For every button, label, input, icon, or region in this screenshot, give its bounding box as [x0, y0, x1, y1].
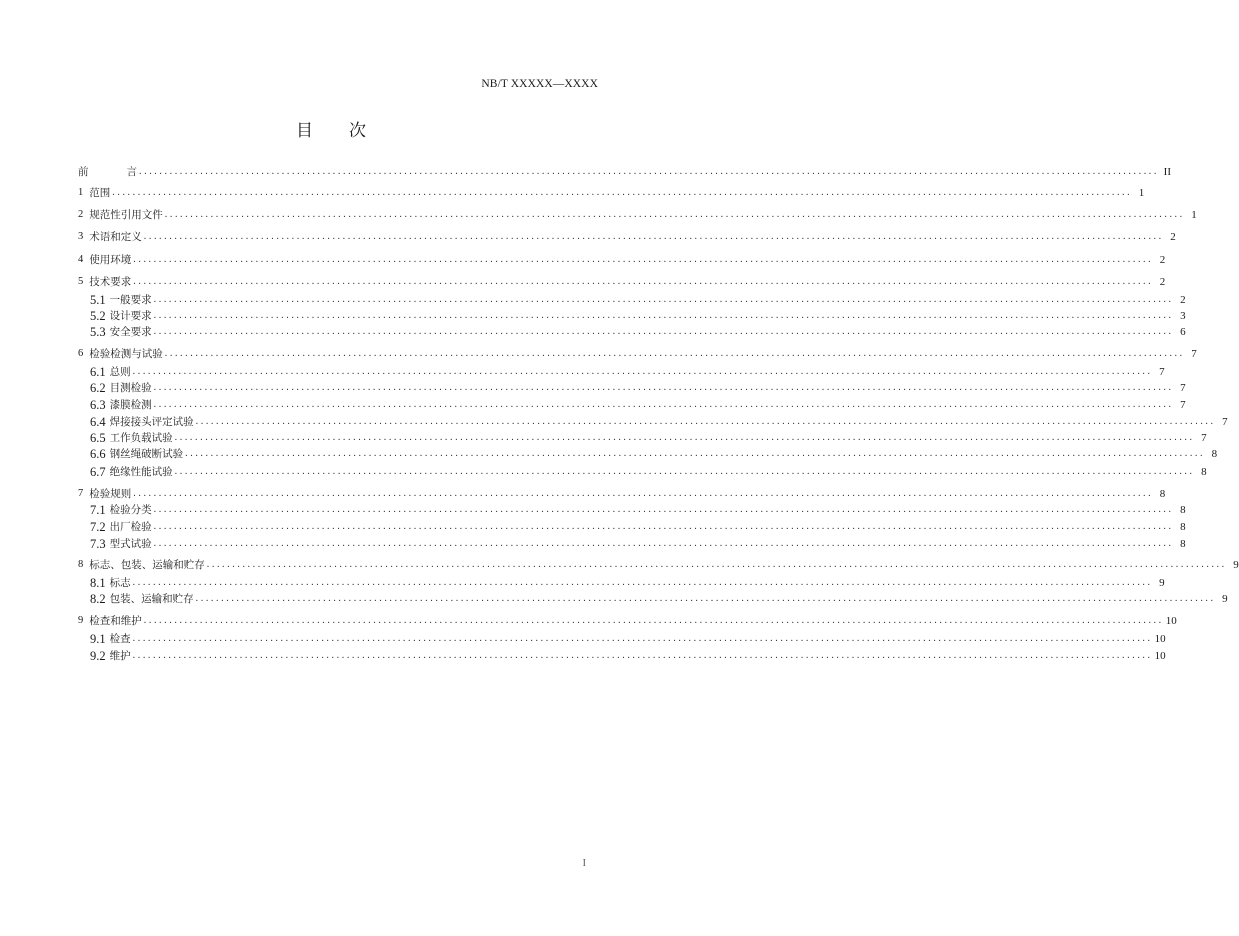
toc-entry-page: 8 — [1180, 521, 1186, 533]
toc-entry-number: 2 — [78, 209, 84, 220]
toc-entry-number: 6.6 — [90, 447, 106, 461]
toc-leader-dots: ........................................................................................................................................................................................................ — [185, 448, 1206, 459]
toc-entry-page: 1 — [1191, 209, 1197, 221]
toc-entry-label: 型式试验 — [109, 538, 152, 550]
toc-leader-dots: ........................................................................................................................................................................................................ — [153, 521, 1174, 532]
toc-entry-number: 7.2 — [90, 520, 106, 534]
toc-entry-label: 焊接接头评定试验 — [109, 416, 194, 428]
toc-entry-label: 标志 — [109, 577, 131, 589]
toc-entry-label: 检验分类 — [109, 504, 152, 516]
toc-leader-dots: ........................................................................................................................................................................................................ — [164, 348, 1185, 359]
toc-entry-page: 2 — [1180, 294, 1186, 306]
toc-entry-page: 7 — [1222, 416, 1228, 428]
toc-entry-label: 规范性引用文件 — [89, 209, 163, 221]
toc-entry-number: 1 — [78, 187, 84, 198]
toc-entry[interactable] — [90, 415, 1228, 429]
toc-entry[interactable] — [78, 186, 1145, 200]
toc-entry-page: 9 — [1159, 577, 1165, 589]
toc-entry-page: 7 — [1201, 432, 1207, 444]
toc-entry-page: 2 — [1159, 276, 1166, 288]
toc-entry-number: 6.7 — [90, 465, 106, 479]
toc-leader-dots: ........................................................................................................................................................................................................ — [139, 166, 1159, 177]
toc-entry[interactable] — [78, 253, 1166, 267]
toc-entry-page: 8 — [1180, 504, 1186, 516]
toc-entry-page: 7 — [1191, 348, 1197, 360]
toc-entry[interactable] — [78, 614, 1177, 628]
toc-entry-label: 术语和定义 — [89, 231, 142, 243]
toc-leader-dots: ........................................................................................................................................................................................................ — [195, 416, 1216, 427]
toc-entry-page: 3 — [1180, 310, 1186, 322]
toc-leader-dots: ........................................................................................................................................................................................................ — [132, 650, 1153, 661]
toc-entry[interactable] — [90, 632, 1166, 646]
toc-entry-number: 8 — [78, 559, 84, 570]
toc-entry-label: 前 言 — [78, 166, 137, 178]
toc-entry-number: 5 — [78, 276, 84, 287]
toc-entry-page: 8 — [1211, 448, 1218, 460]
toc-entry[interactable] — [90, 649, 1166, 663]
toc-entry-page: 10 — [1154, 633, 1166, 645]
toc-entry-number: 5.3 — [90, 325, 106, 339]
toc-leader-dots: ........................................................................................................................................................................................................ — [153, 504, 1174, 515]
toc-entry[interactable] — [78, 230, 1176, 244]
standard-code: NB/T XXXXX—XXXX — [481, 78, 598, 90]
toc-leader-dots: ........................................................................................................................................................................................................ — [132, 366, 1153, 377]
toc-entry[interactable] — [78, 347, 1197, 361]
toc-entry-label: 钢丝绳破断试验 — [109, 448, 184, 460]
toc-entry[interactable] — [78, 487, 1166, 501]
toc-entry-page: II — [1163, 166, 1171, 178]
toc-entry-page: 6 — [1180, 326, 1186, 338]
toc-entry-page: 10 — [1154, 650, 1166, 662]
toc-entry-number: 6.4 — [90, 415, 106, 429]
toc-entry[interactable] — [90, 447, 1218, 461]
toc-leader-dots: ........................................................................................................................................................................................................ — [143, 231, 1164, 242]
toc-entry-page: 7 — [1180, 399, 1186, 411]
toc-entry-page: 9 — [1222, 593, 1228, 605]
toc-entry[interactable] — [90, 325, 1186, 339]
toc-entry-page: 7 — [1159, 366, 1165, 378]
toc-leader-dots: ........................................................................................................................................................................................................ — [153, 326, 1174, 337]
toc-entry-number: 7.1 — [90, 503, 106, 517]
toc-entry[interactable] — [90, 293, 1186, 307]
toc-entry-number: 9.2 — [90, 649, 106, 663]
toc-entry[interactable] — [90, 520, 1186, 534]
toc-leader-dots: ........................................................................................................................................................................................................ — [133, 276, 1154, 287]
toc-entry[interactable] — [90, 592, 1228, 606]
toc-leader-dots: ........................................................................................................................................................................................................ — [164, 209, 1185, 220]
toc-entry-label: 安全要求 — [109, 326, 152, 338]
toc-leader-dots: ........................................................................................................................................................................................................ — [206, 559, 1227, 570]
toc-entry[interactable] — [90, 381, 1186, 395]
toc-entry-label: 目测检验 — [109, 382, 152, 394]
toc-entry-foreword[interactable] — [78, 165, 1171, 179]
toc-leader-dots: ........................................................................................................................................................................................................ — [174, 466, 1195, 477]
toc-leader-dots: ........................................................................................................................................................................................................ — [195, 593, 1216, 604]
toc-entry[interactable] — [78, 208, 1197, 222]
toc-entry-number: 6.1 — [90, 365, 106, 379]
toc-entry-label: 出厂检验 — [109, 521, 152, 533]
toc-entry-number: 8.1 — [90, 576, 106, 590]
toc-entry-page: 10 — [1165, 615, 1177, 627]
toc-leader-dots: ........................................................................................................................................................................................................ — [133, 488, 1154, 499]
toc-leader-dots: ........................................................................................................................................................................................................ — [133, 254, 1154, 265]
toc-entry-number: 6.2 — [90, 381, 106, 395]
toc-entry-label: 范围 — [89, 187, 111, 199]
toc-leader-dots: ........................................................................................................................................................................................................ — [174, 432, 1195, 443]
toc-entry-label: 工作负载试验 — [109, 432, 173, 444]
toc-entry[interactable] — [90, 503, 1186, 517]
toc-entry-page: 8 — [1159, 488, 1166, 500]
toc-entry-number: 6.5 — [90, 431, 106, 445]
toc-leader-dots: ........................................................................................................................................................................................................ — [153, 310, 1174, 321]
title-char-1: 目 — [296, 121, 313, 141]
toc-entry-number: 5.2 — [90, 309, 106, 323]
toc-entry-label: 维护 — [109, 650, 131, 662]
page-title — [0, 116, 662, 141]
toc-leader-dots: ........................................................................................................................................................................................................ — [132, 577, 1153, 588]
toc-entry-number: 6 — [78, 348, 84, 359]
toc-entry-number: 7 — [78, 488, 84, 499]
toc-entry-number: 9.1 — [90, 632, 106, 646]
toc-entry-number: 8.2 — [90, 592, 106, 606]
toc-entry-label: 一般要求 — [109, 294, 152, 306]
toc-entry[interactable] — [90, 431, 1207, 445]
toc-entry-page: 7 — [1180, 382, 1186, 394]
toc-entry-number: 9 — [78, 615, 84, 626]
toc-entry[interactable] — [78, 558, 1239, 572]
toc-entry-label: 检验规则 — [89, 488, 132, 500]
toc-entry[interactable] — [90, 537, 1186, 551]
toc-entry-label: 标志、包装、运输和贮存 — [89, 559, 205, 571]
toc-leader-dots: ........................................................................................................................................................................................................ — [153, 399, 1174, 410]
page-number: I — [582, 858, 586, 869]
toc-leader-dots: ........................................................................................................................................................................................................ — [132, 633, 1153, 644]
toc-entry-label: 总则 — [109, 366, 131, 378]
toc-entry-label: 包装、运输和贮存 — [109, 593, 194, 605]
toc-entry[interactable] — [90, 365, 1165, 379]
toc-leader-dots: ........................................................................................................................................................................................................ — [153, 382, 1174, 393]
toc-entry-number: 6.3 — [90, 398, 106, 412]
toc-entry-page: 8 — [1201, 466, 1207, 478]
toc-entry[interactable] — [78, 275, 1166, 289]
toc-leader-dots: ........................................................................................................................................................................................................ — [112, 187, 1133, 198]
toc-leader-dots: ........................................................................................................................................................................................................ — [153, 294, 1174, 305]
toc-leader-dots: ........................................................................................................................................................................................................ — [143, 615, 1164, 626]
title-char-2: 次 — [349, 121, 366, 141]
toc-entry[interactable] — [90, 465, 1207, 479]
toc-entry-number: 5.1 — [90, 293, 106, 307]
toc-entry-page: 2 — [1159, 254, 1166, 266]
toc-entry[interactable] — [90, 398, 1186, 412]
toc-entry-label: 检查和维护 — [89, 615, 142, 627]
toc-entry-page: 1 — [1138, 187, 1145, 199]
toc-entry-page: 9 — [1233, 559, 1239, 571]
toc-entry-number: 3 — [78, 231, 84, 242]
toc-entry[interactable] — [90, 309, 1186, 323]
toc-entry-label: 设计要求 — [109, 310, 152, 322]
toc-entry-label: 漆膜检测 — [109, 399, 152, 411]
toc-entry-label: 绝缘性能试验 — [109, 466, 173, 478]
toc-entry-label: 技术要求 — [89, 276, 132, 288]
toc-entry-number: 7.3 — [90, 537, 106, 551]
toc-leader-dots: ........................................................................................................................................................................................................ — [153, 538, 1174, 549]
toc-entry-label: 使用环境 — [89, 254, 132, 266]
toc-entry-page: 8 — [1180, 538, 1186, 550]
toc-entry-label: 检查 — [109, 633, 131, 645]
toc-entry-number: 4 — [78, 254, 84, 265]
toc-entry-page: 2 — [1170, 231, 1176, 243]
toc-entry-label: 检验检测与试验 — [89, 348, 163, 360]
toc-entry[interactable] — [90, 576, 1165, 590]
